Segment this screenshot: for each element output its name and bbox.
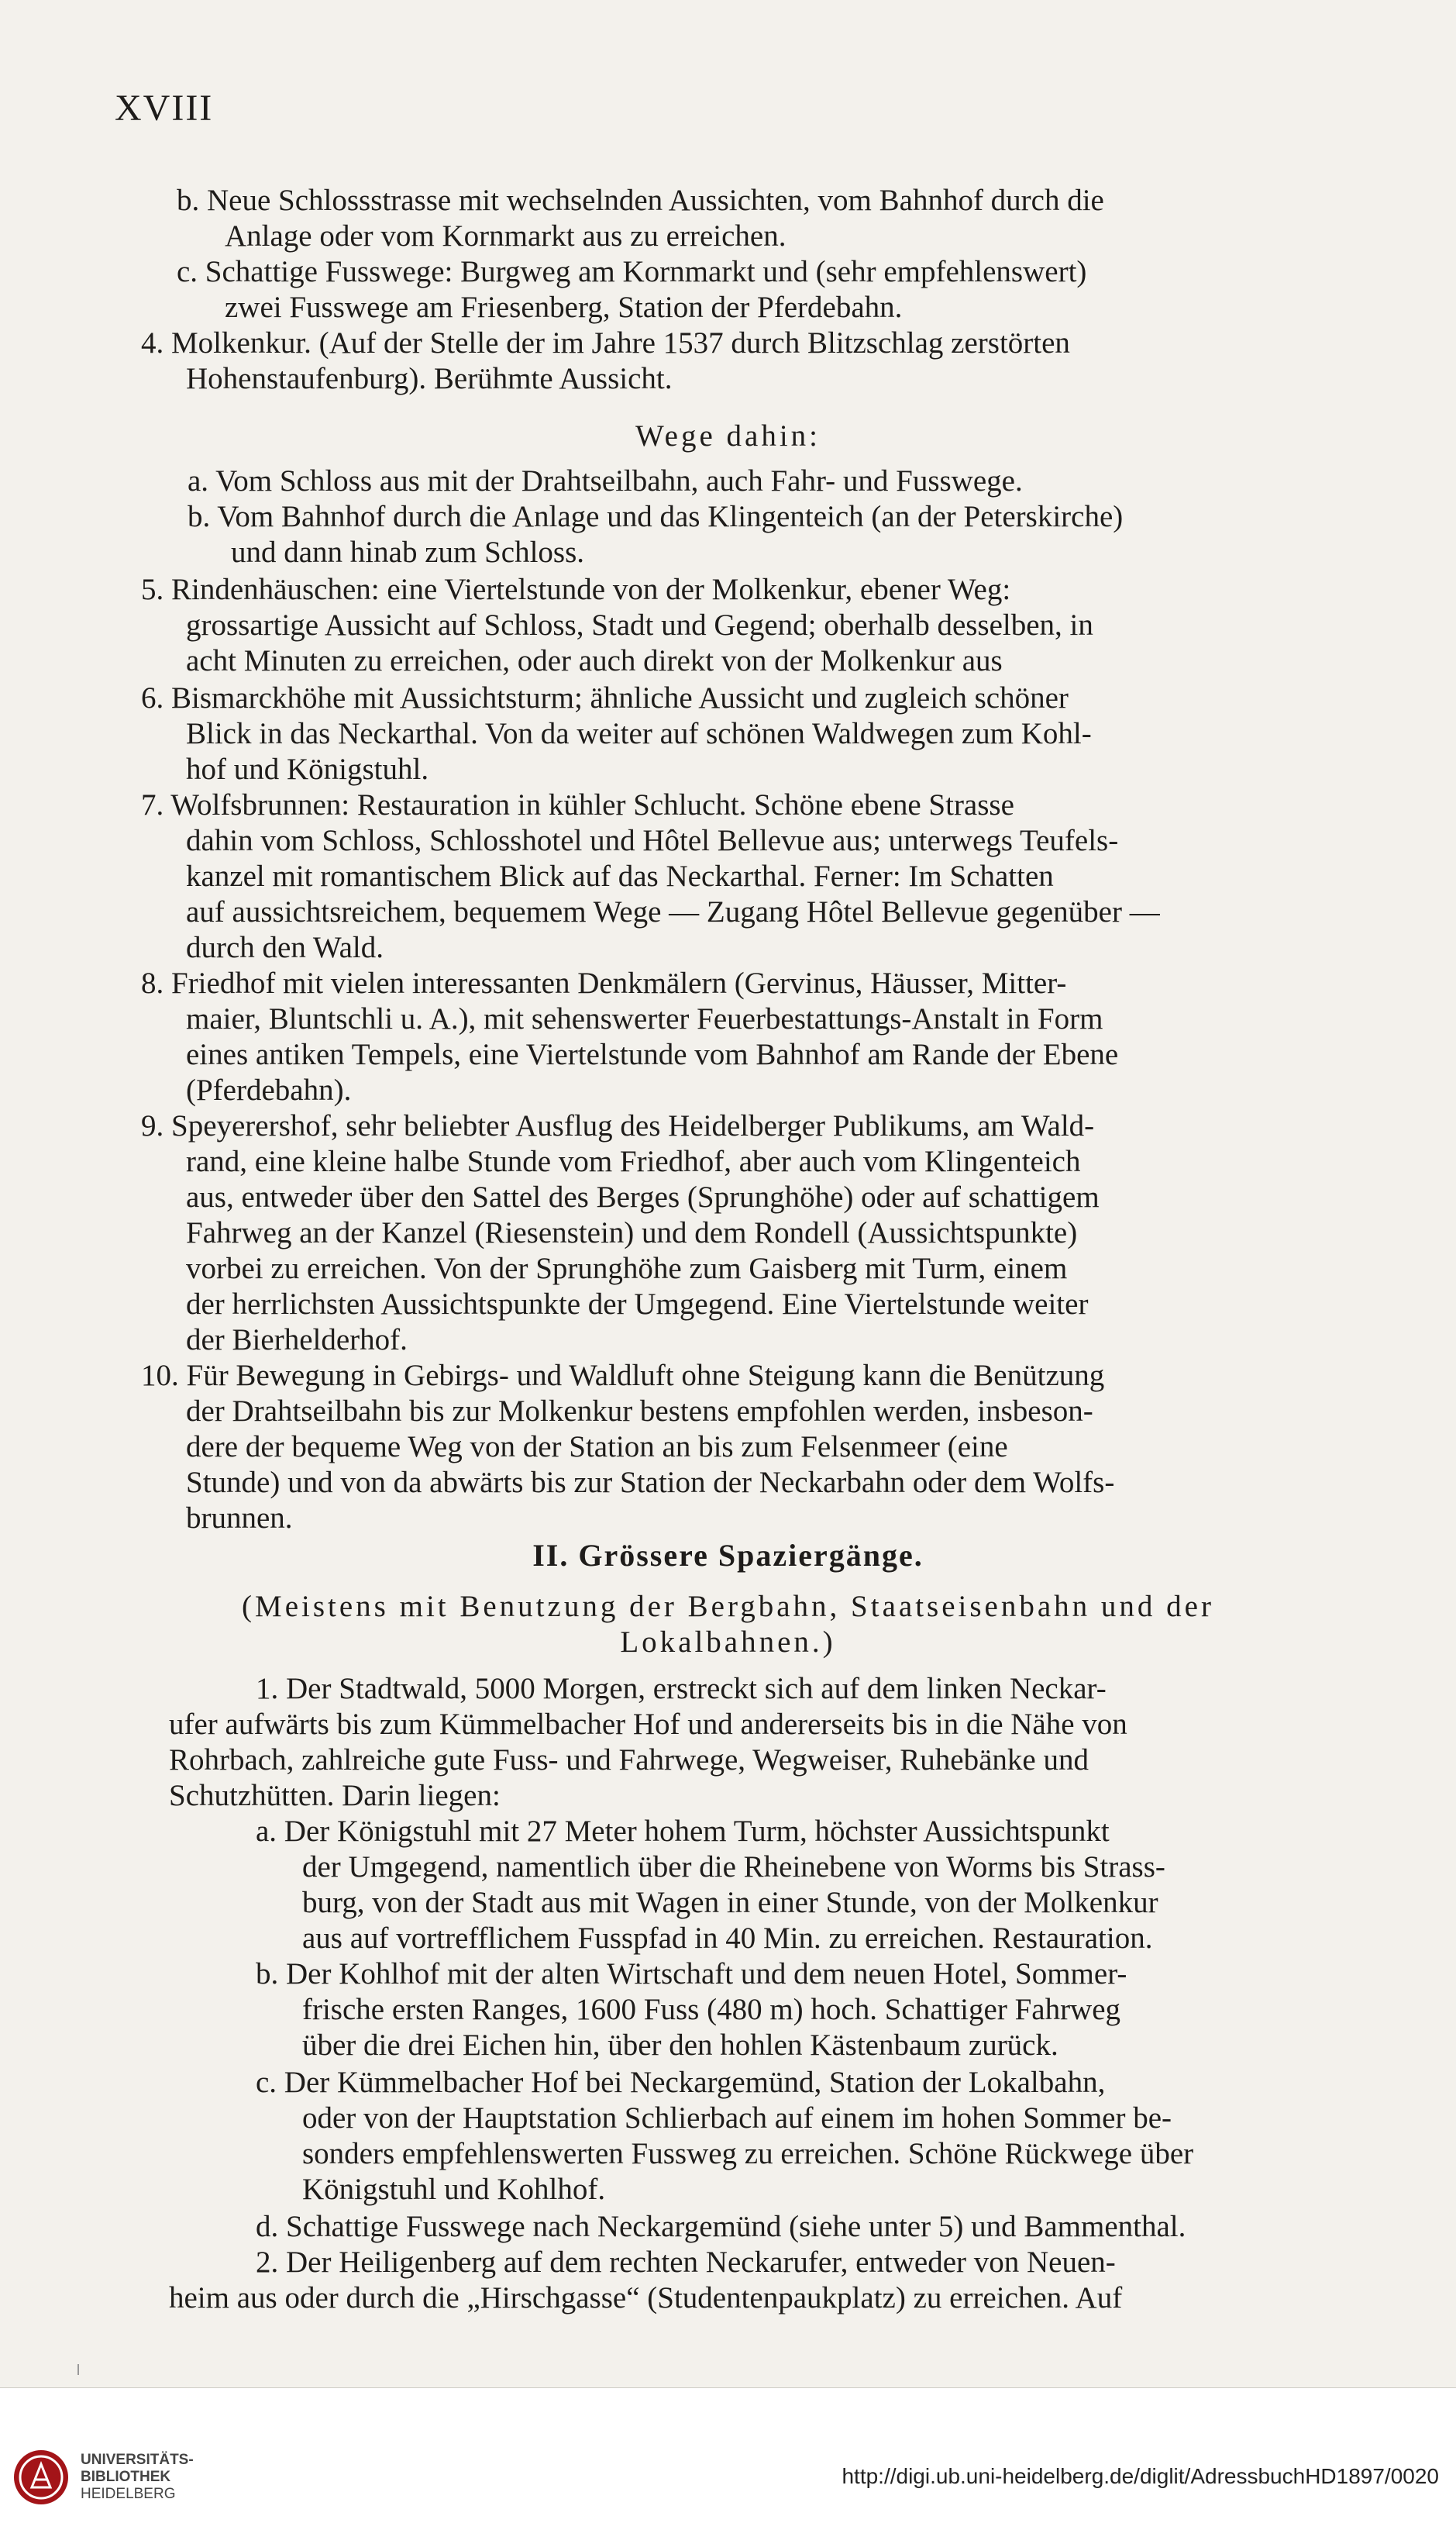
text-line: sonders empfehlenswerten Fussweg zu erreichen. Schöne Rückwege über — [302, 2137, 1194, 2170]
text-line: der Bierhelderhof. — [186, 1323, 408, 1356]
university-library-logo-icon — [11, 2447, 71, 2508]
library-name-line: UNIVERSITÄTS- — [81, 2452, 194, 2468]
text-line: c. Schattige Fusswege: Burgweg am Kornmarkt und (sehr empfehlenswert) — [177, 255, 1087, 288]
source-url-link[interactable]: http://digi.ub.uni-heidelberg.de/diglit/AdressbuchHD1897/0020 — [842, 2464, 1439, 2488]
text-line: 7. Wolfsbrunnen: Restauration in kühler Schlucht. Schöne ebene Strasse — [141, 788, 1014, 822]
text-line: Hohenstaufenburg). Berühmte Aussicht. — [186, 362, 673, 395]
text-line: der herrlichsten Aussichtspunkte der Umgegend. Eine Viertelstunde weiter — [186, 1287, 1089, 1321]
library-name — [81, 2452, 194, 2503]
text-line: a. Der Königstuhl mit 27 Meter hohem Turm, höchster Aussichtspunkt — [256, 1815, 1110, 1848]
text-line: Fahrweg an der Kanzel (Riesenstein) und dem Rondell (Aussichtspunkte) — [186, 1216, 1078, 1249]
text-line: b. Neue Schlossstrasse mit wechselnden Aussichten, vom Bahnhof durch die — [177, 184, 1104, 217]
text-line: oder von der Hauptstation Schlierbach auf einem im hohen Sommer be- — [302, 2101, 1172, 2135]
text-line: a. Vom Schloss aus mit der Drahtseilbahn, auch Fahr- und Fusswege. — [188, 464, 1023, 498]
text-line: c. Der Kümmelbacher Hof bei Neckargemünd, Station der Lokalbahn, — [256, 2066, 1106, 2099]
text-line: b. Vom Bahnhof durch die Anlage und das Klingenteich (an der Peterskirche) — [188, 500, 1124, 533]
text-line: Anlage oder vom Kornmarkt aus zu erreichen. — [225, 219, 787, 253]
text-line: 6. Bismarckhöhe mit Aussichtsturm; ähnliche Aussicht und zugleich schöner — [141, 681, 1069, 715]
text-line: über die drei Eichen hin, über den hohlen Kästenbaum zurück. — [302, 2028, 1058, 2062]
text-line: burg, von der Stadt aus mit Wagen in einer Stunde, von der Molkenkur — [302, 1886, 1158, 1919]
text-line: durch den Wald. — [186, 931, 384, 964]
text-line: heim aus oder durch die „Hirschgasse“ (Studentenpaukplatz) zu erreichen. Auf — [169, 2281, 1123, 2315]
text-line: 5. Rindenhäuschen: eine Viertelstunde von der Molkenkur, ebener Weg: — [141, 573, 1011, 606]
scan-mark — [77, 2364, 79, 2375]
text-line: dere der bequeme Weg von der Station an bis zum Felsenmeer (eine — [186, 1430, 1008, 1463]
text-line: aus auf vortrefflichem Fusspfad in 40 Min. zu erreichen. Restauration. — [302, 1922, 1153, 1955]
text-line: 4. Molkenkur. (Auf der Stelle der im Jahre 1537 durch Blitzschlag zerstörten — [141, 326, 1070, 360]
text-line: aus, entweder über den Sattel des Berges (Sprunghöhe) oder auf schattigem — [186, 1181, 1100, 1214]
text-line: grossartige Aussicht auf Schloss, Stadt und Gegend; oberhalb desselben, in — [186, 608, 1093, 642]
text-line: eines antiken Tempels, eine Viertelstunde vom Bahnhof am Rande der Ebene — [186, 1038, 1119, 1071]
text-line: Rohrbach, zahlreiche gute Fuss- und Fahrwege, Wegweiser, Ruhebänke und — [169, 1743, 1089, 1777]
text-line: hof und Königstuhl. — [186, 753, 429, 786]
text-line: dahin vom Schloss, Schlosshotel und Hôtel Bellevue aus; unterwegs Teufels- — [186, 824, 1119, 857]
library-name-line: HEIDELBERG — [81, 2486, 176, 2502]
text-line: frische ersten Ranges, 1600 Fuss (480 m) hoch. Schattiger Fahrweg — [302, 1993, 1121, 2026]
text-line: 8. Friedhof mit vielen interessanten Denkmälern (Gervinus, Häusser, Mitter- — [141, 967, 1067, 1000]
text-line: brunnen. — [186, 1501, 293, 1535]
footer-bar — [0, 2388, 1456, 2530]
text-line: und dann hinab zum Schloss. — [231, 536, 585, 569]
text-line: der Drahtseilbahn bis zur Molkenkur bestens empfohlen werden, insbeson- — [186, 1394, 1093, 1428]
text-line: ufer aufwärts bis zum Kümmelbacher Hof und andererseits bis in die Nähe von — [169, 1708, 1127, 1741]
text-line: vorbei zu erreichen. Von der Sprunghöhe zum Gaisberg mit Turm, einem — [186, 1252, 1068, 1285]
text-line: Stunde) und von da abwärts bis zur Station der Neckarbahn oder dem Wolfs- — [186, 1466, 1115, 1499]
text-line: der Umgegend, namentlich über die Rheinebene von Worms bis Strass- — [302, 1850, 1165, 1884]
text-line: rand, eine kleine halbe Stunde vom Friedhof, aber auch vom Klingenteich — [186, 1145, 1081, 1178]
section-subheading: (Meistens mit Benutzung der Bergbahn, Staatseisenbahn und der — [242, 1590, 1214, 1623]
text-line: 9. Speyerershof, sehr beliebter Ausflug des Heidelberger Publikums, am Wald- — [141, 1109, 1095, 1143]
text-line: d. Schattige Fusswege nach Neckargemünd (siehe unter 5) und Bammenthal. — [256, 2210, 1186, 2243]
text-line: b. Der Kohlhof mit der alten Wirtschaft und dem neuen Hotel, Sommer- — [256, 1957, 1127, 1991]
text-line: auf aussichtsreichem, bequemem Wege — Zugang Hôtel Bellevue gegenüber — — [186, 895, 1160, 929]
library-name-line: BIBLIOTHEK — [81, 2469, 171, 2485]
page-number: XVIII — [115, 88, 214, 129]
text-line: 1. Der Stadtwald, 5000 Morgen, erstreckt sich auf dem linken Neckar- — [256, 1672, 1107, 1705]
text-line: acht Minuten zu erreichen, oder auch direkt von der Molkenkur aus — [186, 644, 1003, 677]
section-heading: II. Grössere Spaziergänge. — [532, 1538, 924, 1573]
text-line: kanzel mit romantischem Blick auf das Neckarthal. Ferner: Im Schatten — [186, 860, 1054, 893]
text-line: 2. Der Heiligenberg auf dem rechten Neckarufer, entweder von Neuen- — [256, 2246, 1116, 2279]
text-line: Blick in das Neckarthal. Von da weiter auf schönen Waldwegen zum Kohl- — [186, 717, 1092, 750]
text-line: 10. Für Bewegung in Gebirgs- und Waldluft ohne Steigung kann die Benützung — [141, 1359, 1105, 1392]
text-line: Schutzhütten. Darin liegen: — [169, 1779, 501, 1812]
text-line: (Pferdebahn). — [186, 1074, 352, 1107]
text-line: Königstuhl und Kohlhof. — [302, 2173, 606, 2206]
text-line: zwei Fusswege am Friesenberg, Station der Pferdebahn. — [225, 291, 903, 324]
section-subheading: Lokalbahnen.) — [620, 1625, 836, 1659]
text-line: maier, Bluntschli u. A.), mit sehenswerter Feuerbestattungs-Anstalt in Form — [186, 1002, 1103, 1036]
heading-wege-dahin: Wege dahin: — [635, 419, 821, 453]
